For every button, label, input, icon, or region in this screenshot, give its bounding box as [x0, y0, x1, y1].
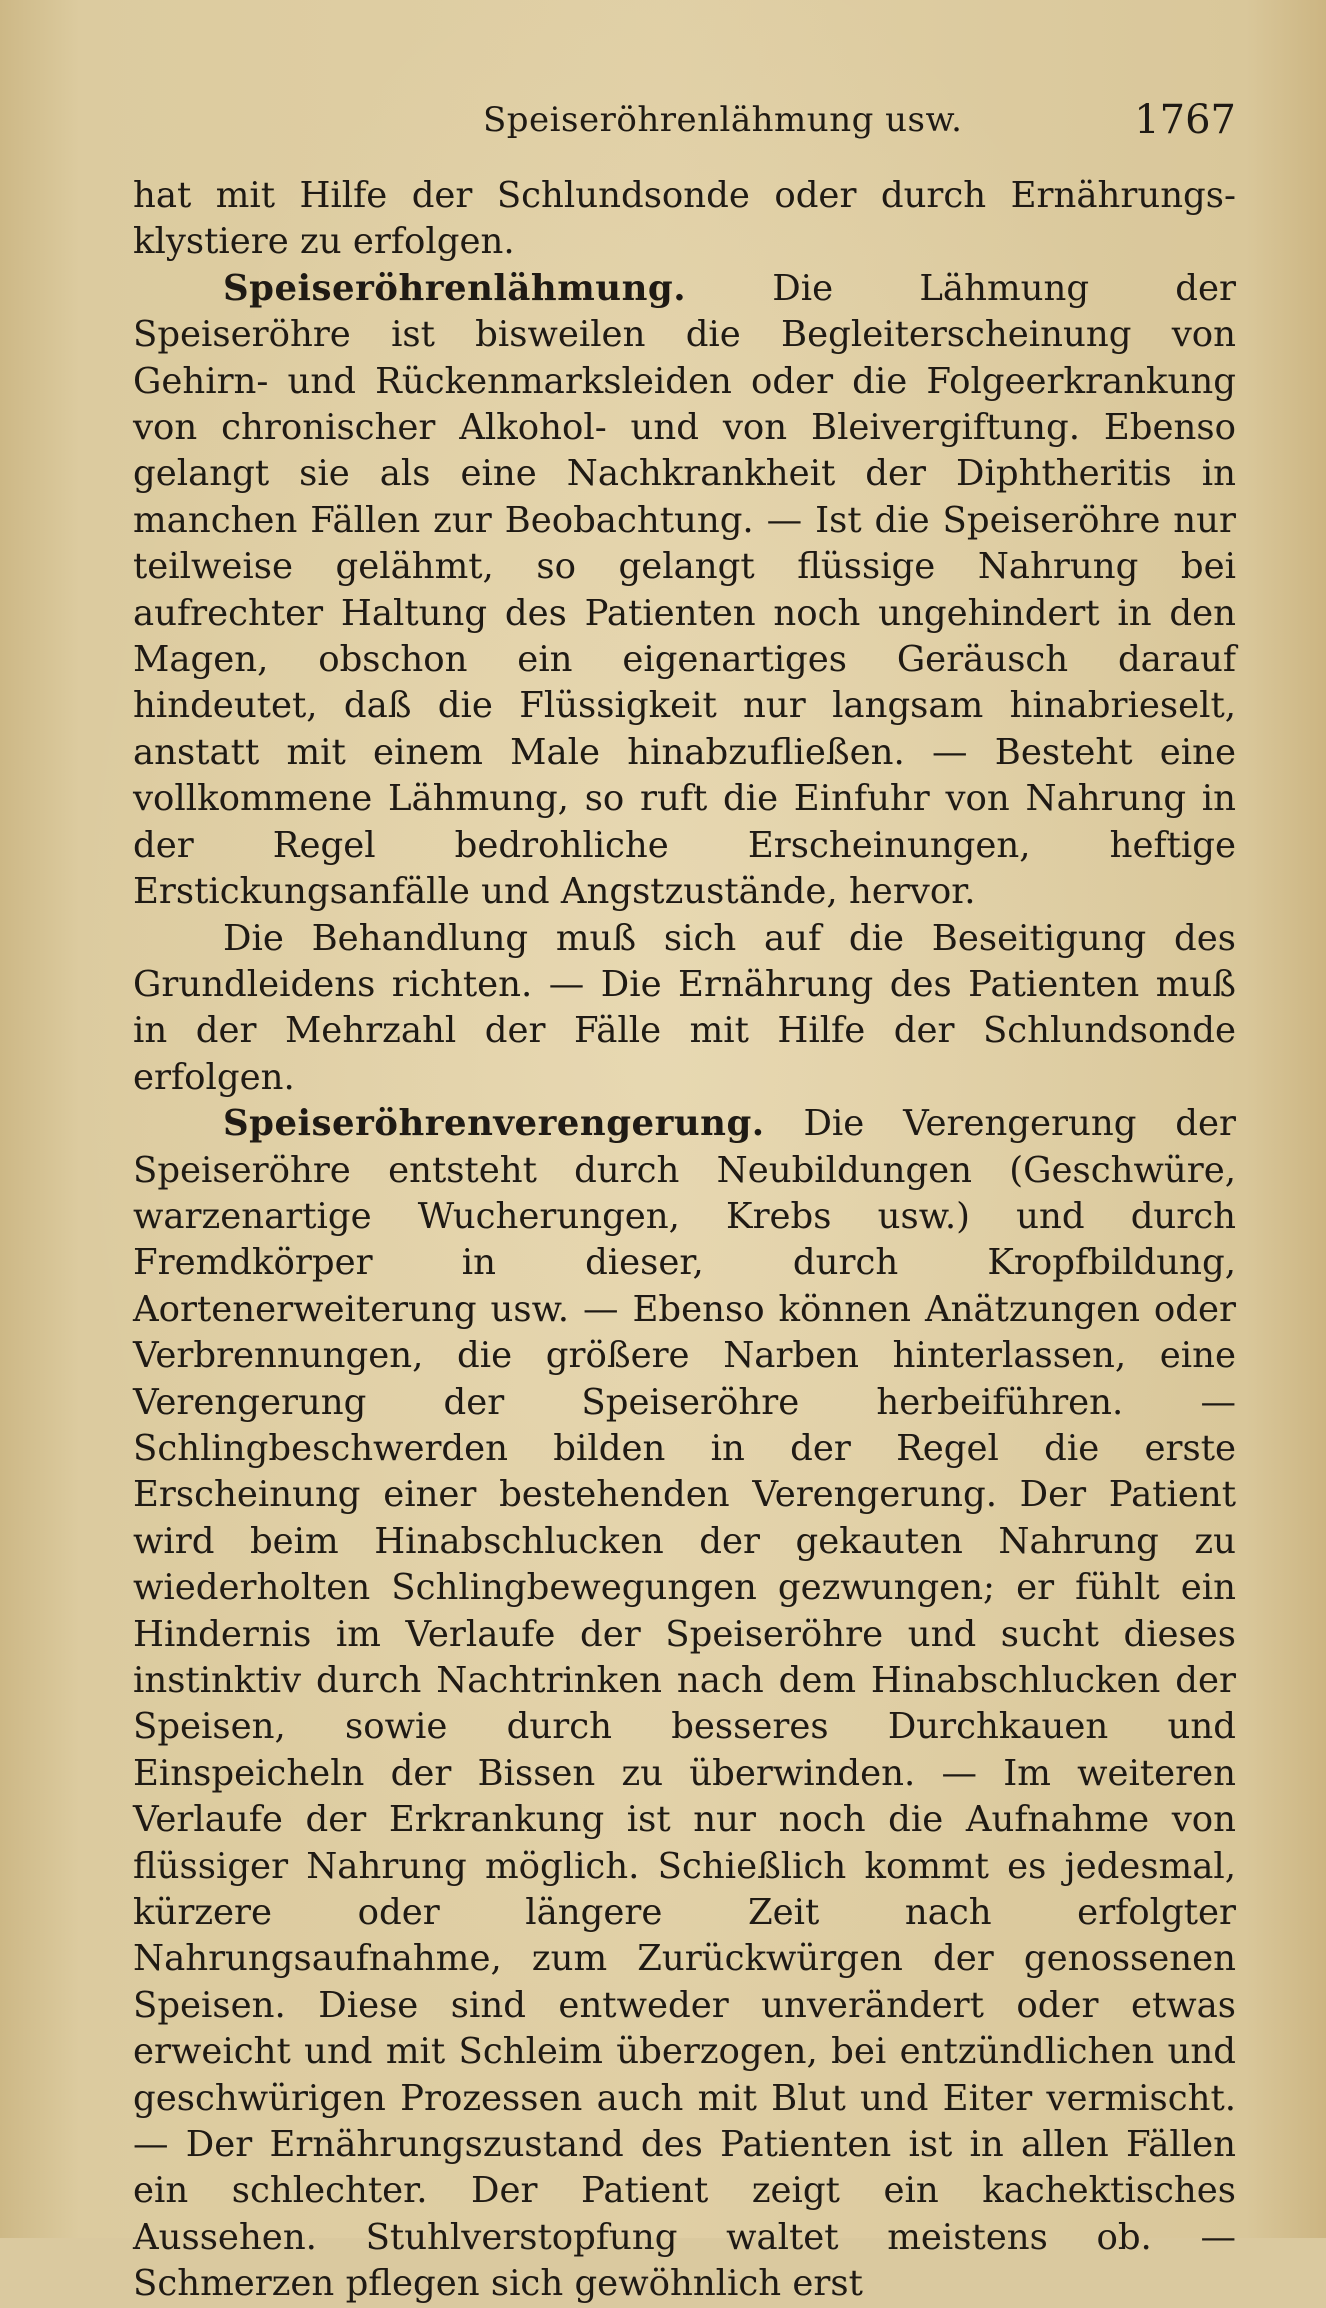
paragraph-continuation	[133, 173, 1236, 266]
paragraph-text: Die Verengerung der Speiseröhre entsteht durch Neubildungen (Geschwüre, warzenartige Wucherungen, Krebs usw.) und durch Fremdkörper in dieser, durch Kropfbildung, Aortenerweiterung usw. — Ebenso können Anätzungen oder Verbrennungen, die größere Narben hinterlassen, eine Verengerung der Speiseröhre herbeiführen. — Schlingbeschwerden bilden in der Regel die erste Erscheinung einer bestehenden Verengerung. Der Patient wird beim Hinabschlucken der gekauten Nahrung zu wiederholten Schlingbewegungen gezwungen; er fühlt ein Hindernis im Verlaufe der Speiseröhre und sucht dieses instinktiv durch Nachtrinken nach dem Hinabschlucken der Speisen, sowie durch besseres Durchkauen und Einspeicheln der Bissen zu überwinden. — Im weiteren Verlaufe der Erkrankung ist nur noch die Aufnahme von flüssiger Nahrung möglich. Schießlich kommt es jedesmal, kürzere oder längere Zeit nach erfolgter Nahrungsaufnahme, zum Zurückwürgen der genossenen Speisen. Diese sind entweder unverändert oder etwas erweicht und mit Schleim überzogen, bei entzündlichen und geschwürigen Prozessen auch mit Blut und Eiter vermischt. — Der Ernährungszustand des Patienten ist in allen Fällen ein schlechter. Der Patient zeigt ein kachektisches Aussehen. Stuhlverstopfung waltet meistens ob. — Schmerzen pflegen sich gewöhnlich erst	[133, 1103, 1236, 2305]
page-header	[133, 92, 1236, 148]
section-heading: Speiseröhrenverengerung.	[223, 1103, 765, 1145]
paragraph-text: hat mit Hilfe der Schlundsonde oder durch Ernährungs-klystiere zu erfolgen.	[133, 175, 1236, 263]
paragraph-text: Die Lähmung der Speiseröhre ist bisweilen die Begleiterscheinung von Gehirn- und Rückenmarksleiden oder die Folgeerkrankung von chronischer Alkohol- und von Bleivergiftung. Ebenso gelangt sie als eine Nachkrankheit der Diphtheritis in manchen Fällen zur Beobachtung. — Ist die Speiseröhre nur teilweise gelähmt, so gelangt flüssige Nahrung bei aufrechter Haltung des Patienten noch ungehindert in den Magen, obschon ein eigenartiges Geräusch darauf hindeutet, daß die Flüssigkeit nur langsam hinabrieselt, anstatt mit einem Male hinabzufließen. — Besteht eine vollkommene Lähmung, so ruft die Einfuhr von Nahrung in der Regel bedrohliche Erscheinungen, heftige Erstickungsanfälle und Angstzustände, hervor.	[133, 267, 1236, 913]
running-title: Speiseröhrenlähmung usw.	[483, 100, 963, 140]
section-heading: Speiseröhrenlähmung.	[223, 267, 687, 309]
paragraph-text: Die Behandlung muß sich auf die Beseitigung des Grundleidens richten. — Die Ernährung des Patienten muß in der Mehrzahl der Fälle mit Hilfe der Schlundsonde erfolgen.	[133, 917, 1236, 1098]
paragraph-treatment	[133, 916, 1236, 1102]
body-text	[133, 173, 1236, 2308]
section-esophagus-stricture	[133, 1101, 1236, 2308]
section-esophagus-paralysis	[133, 266, 1236, 916]
page-number: 1767	[1134, 97, 1236, 143]
